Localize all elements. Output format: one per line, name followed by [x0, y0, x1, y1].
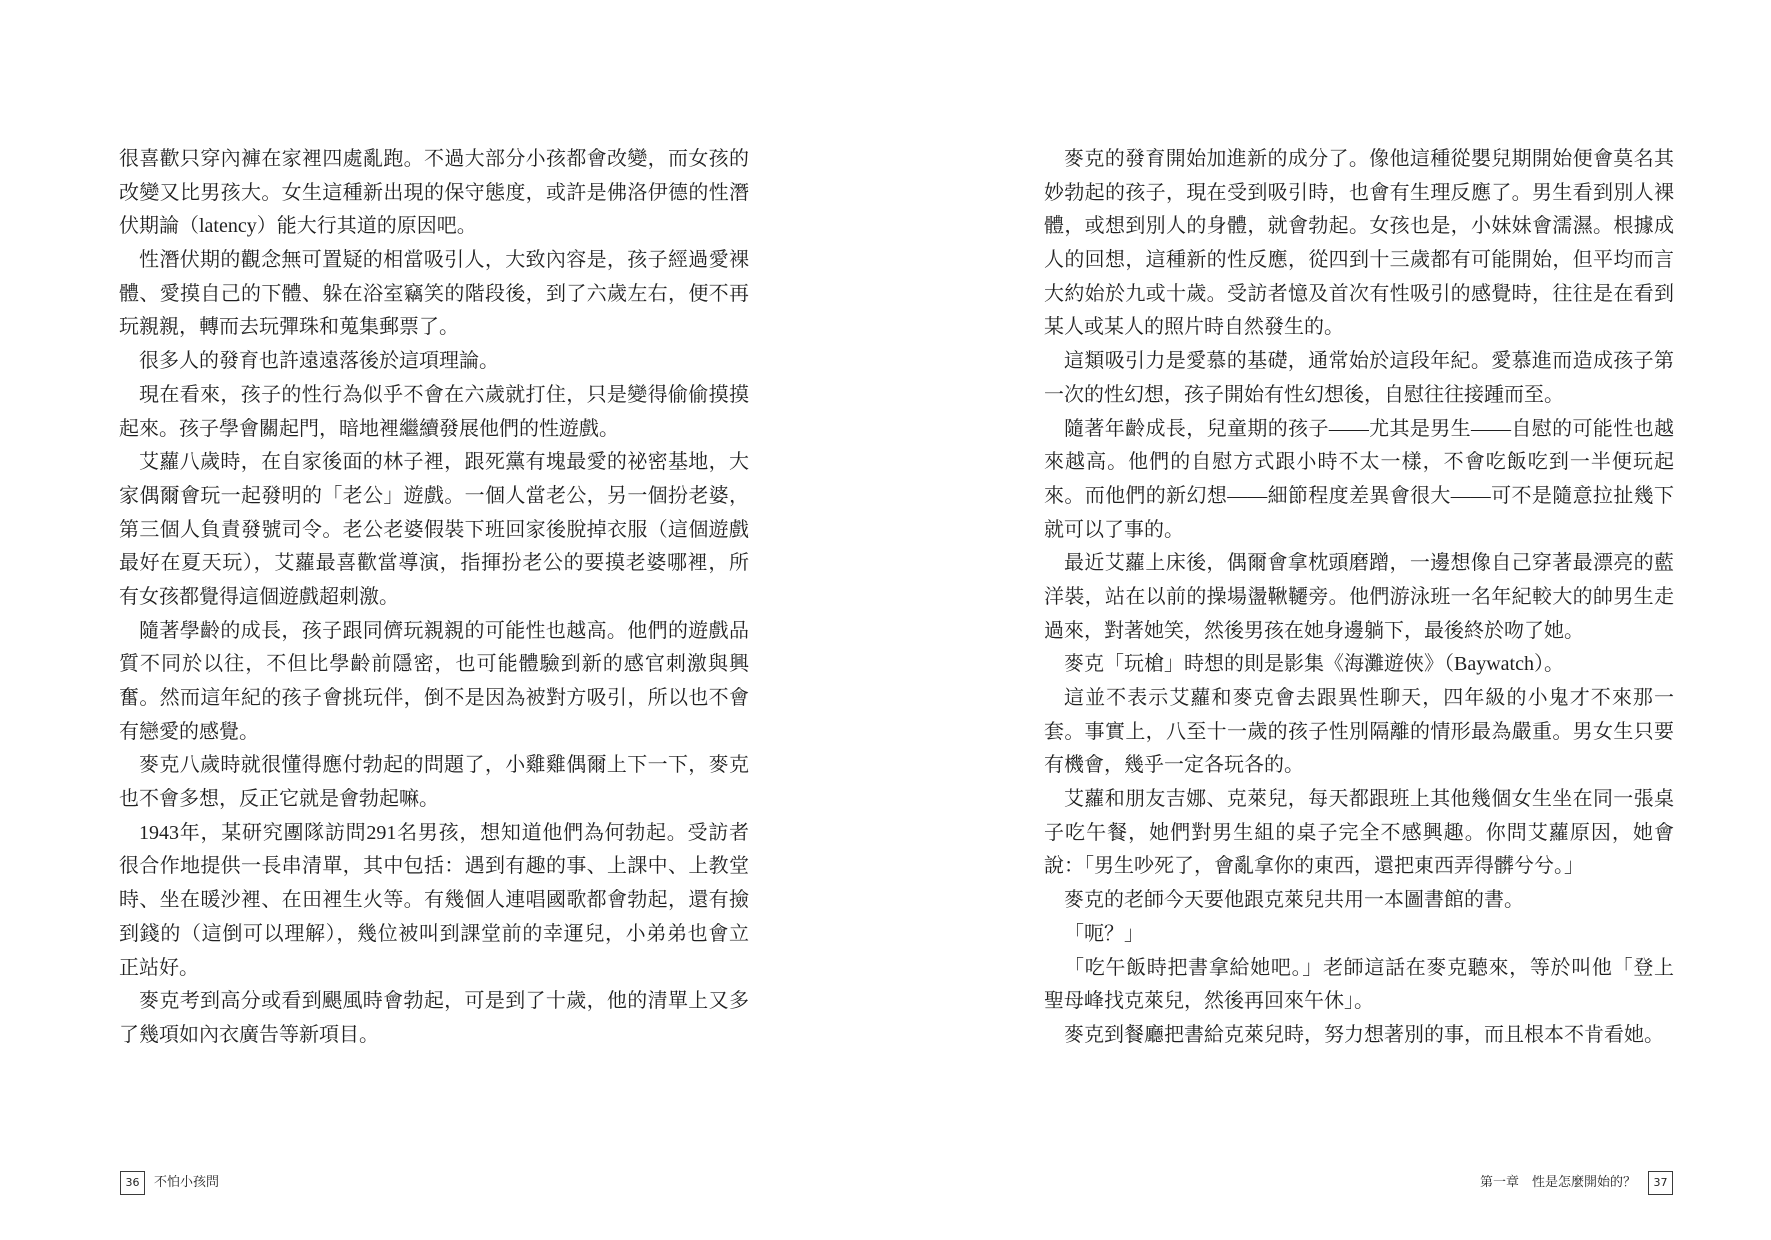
text-line: 有女孩都覺得這個遊戲超刺激。 — [119, 585, 399, 608]
text-line: 第三個人負責發號司令。老公老婆假裝下班回家後脫掉衣服（這個遊戲 — [119, 518, 749, 541]
text-line: 時、坐在暖沙裡、在田裡生火等。有幾個人連唱國歌都會勃起，還有撿 — [119, 889, 749, 912]
paragraph — [119, 985, 749, 1052]
text-line: 有機會，幾乎一定各玩各的。 — [1044, 754, 1304, 777]
text-line: 妙勃起的孩子，現在受到吸引時，也會有生理反應了。男生看到別人裸 — [1044, 181, 1674, 204]
paragraph — [1044, 952, 1674, 1019]
paragraph — [1044, 682, 1674, 783]
paragraph — [119, 817, 749, 985]
paragraph — [119, 244, 749, 345]
text-line: 麥克到餐廳把書給克萊兒時，努力想著別的事，而且根本不肯看她。 — [1064, 1023, 1664, 1046]
paragraph — [119, 446, 749, 614]
text-line: 某人或某人的照片時自然發生的。 — [1044, 316, 1344, 339]
paragraph — [1044, 345, 1674, 412]
running-head-book-title: 不怕小孩問 — [154, 1175, 220, 1190]
text-line: 洋裝，站在以前的操場盪鞦韆旁。他們游泳班一名年紀較大的帥男生走 — [1044, 585, 1674, 608]
paragraph — [1044, 413, 1674, 548]
text-line: 1943年，某研究團隊訪問291名男孩，想知道他們為何勃起。受訪者 — [139, 821, 749, 844]
text-line: 說：「男生吵死了，會亂拿你的東西，還把東西弄得髒兮兮。」 — [1044, 855, 1584, 878]
paragraph — [1044, 783, 1674, 884]
text-line: 子吃午餐，她們對男生組的桌子完全不感興趣。你問艾蘿原因，她會 — [1044, 821, 1674, 844]
text-line: 就可以了事的。 — [1044, 518, 1184, 541]
text-line: 質不同於以往，不但比學齡前隱密，也可能體驗到新的感官刺激與興 — [119, 653, 749, 676]
text-line: 起來。孩子學會關起門，暗地裡繼續發展他們的性遊戲。 — [119, 417, 619, 440]
text-line: 這類吸引力是愛慕的基礎，通常始於這段年紀。愛慕進而造成孩子第 — [1064, 350, 1674, 373]
text-line: 過來，對著她笑，然後男孩在她身邊躺下，最後終於吻了她。 — [1044, 619, 1584, 642]
paragraph — [1044, 648, 1674, 682]
left-page — [0, 0, 885, 1240]
paragraph — [119, 749, 749, 816]
right-page — [885, 0, 1771, 1240]
text-line: 奮。然而這年紀的孩子會挑玩伴，倒不是因為被對方吸引，所以也不會 — [119, 687, 749, 709]
text-line: 大約始於九或十歲。受訪者憶及首次有性吸引的感覺時，往往是在看到 — [1044, 282, 1674, 305]
text-line: 正站好。 — [119, 956, 199, 979]
right-page-body-text — [1044, 143, 1674, 1053]
paragraph — [119, 615, 749, 750]
text-line: 體，或想到別人的身體，就會勃起。女孩也是，小妹妹會濡濕。根據成 — [1044, 215, 1674, 238]
text-line: 很多人的發育也許遠遠落後於這項理論。 — [139, 350, 499, 373]
paragraph — [1044, 1019, 1674, 1053]
text-line: 來越高。他們的自慰方式跟小時不太一樣，不會吃飯吃到一半便玩起 — [1044, 451, 1674, 474]
text-line: 麥克的發育開始加進新的成分了。像他這種從嬰兒期開始便會莫名其 — [1064, 148, 1674, 170]
left-page-body-text — [119, 143, 749, 1053]
text-line: 家偶爾會玩一起發明的「老公」遊戲。一個人當老公，另一個扮老婆， — [119, 484, 749, 507]
text-line: 來。而他們的新幻想——細節程度差異會很大——可不是隨意拉扯幾下 — [1044, 484, 1674, 507]
running-head-chapter-title: 第一章 性是怎麼開始的？ — [1479, 1175, 1636, 1190]
text-line: 了幾項如內衣廣告等新項目。 — [119, 1023, 379, 1046]
text-line: 到錢的（這倒可以理解），幾位被叫到課堂前的幸運兒，小弟弟也會立 — [119, 922, 749, 945]
text-line: 套。事實上，八至十一歲的孩子性別隔離的情形最為嚴重。男女生只要 — [1044, 720, 1674, 743]
paragraph — [1044, 143, 1674, 345]
text-line: 麥克考到高分或看到颶風時會勃起，可是到了十歲，他的清單上又多 — [139, 990, 749, 1013]
text-line: 玩親親，轉而去玩彈珠和蒐集郵票了。 — [119, 316, 459, 339]
paragraph — [1044, 547, 1674, 648]
page-number-box: 36 — [120, 1171, 145, 1195]
page-number-box: 37 — [1648, 1171, 1673, 1195]
text-line: 伏期論（latency）能大行其道的原因吧。 — [119, 215, 477, 238]
text-line: 有戀愛的感覺。 — [119, 720, 259, 743]
text-line: 這並不表示艾蘿和麥克會去跟異性聊天，四年級的小鬼才不來那一 — [1064, 687, 1674, 709]
text-line: 「吃午飯時把書拿給她吧。」老師這話在麥克聽來，等於叫他「登上 — [1064, 956, 1674, 979]
paragraph — [1044, 918, 1674, 952]
text-line: 一次的性幻想，孩子開始有性幻想後，自慰往往接踵而至。 — [1044, 383, 1564, 406]
text-line: 性潛伏期的觀念無可置疑的相當吸引人，大致內容是，孩子經過愛裸 — [139, 249, 749, 272]
paragraph — [1044, 884, 1674, 918]
text-line: 現在看來，孩子的性行為似乎不會在六歲就打住，只是變得偷偷摸摸 — [139, 383, 749, 406]
text-line: 最近艾蘿上床後，偶爾會拿枕頭磨蹭，一邊想像自己穿著最漂亮的藍 — [1064, 552, 1674, 575]
paragraph — [119, 379, 749, 446]
text-line: 隨著學齡的成長，孩子跟同儕玩親親的可能性也越高。他們的遊戲品 — [139, 619, 749, 642]
text-line: 艾蘿和朋友吉娜、克萊兒，每天都跟班上其他幾個女生坐在同一張桌 — [1064, 788, 1674, 811]
paragraph — [119, 345, 749, 379]
text-line: 麥克的老師今天要他跟克萊兒共用一本圖書館的書。 — [1064, 889, 1524, 912]
text-line: 很合作地提供一長串清單，其中包括：遇到有趣的事、上課中、上教堂 — [119, 855, 749, 878]
text-line: 人的回想，這種新的性反應，從四到十三歲都有可能開始，但平均而言 — [1044, 249, 1674, 272]
text-line: 麥克八歲時就很懂得應付勃起的問題了，小雞雞偶爾上下一下，麥克 — [139, 754, 749, 777]
paragraph — [119, 143, 749, 244]
text-line: 改變又比男孩大。女生這種新出現的保守態度，或許是佛洛伊德的性潛 — [119, 181, 749, 204]
text-line: 艾蘿八歲時，在自家後面的林子裡，跟死黨有塊最愛的祕密基地，大 — [139, 451, 749, 474]
text-line: 隨著年齡成長，兒童期的孩子——尤其是男生——自慰的可能性也越 — [1064, 417, 1674, 440]
text-line: 最好在夏天玩），艾蘿最喜歡當導演，指揮扮老公的要摸老婆哪裡，所 — [119, 552, 749, 575]
text-line: 麥克「玩槍」時想的則是影集《海灘遊俠》（Baywatch）。 — [1064, 653, 1564, 676]
text-line: 「呃？」 — [1064, 922, 1144, 945]
text-line: 也不會多想，反正它就是會勃起嘛。 — [119, 788, 439, 811]
text-line: 很喜歡只穿內褲在家裡四處亂跑。不過大部分小孩都會改變，而女孩的 — [119, 148, 749, 170]
text-line: 聖母峰找克萊兒，然後再回來午休」。 — [1044, 990, 1374, 1013]
text-line: 體、愛摸自己的下體、躲在浴室竊笑的階段後，到了六歲左右，便不再 — [119, 282, 749, 305]
